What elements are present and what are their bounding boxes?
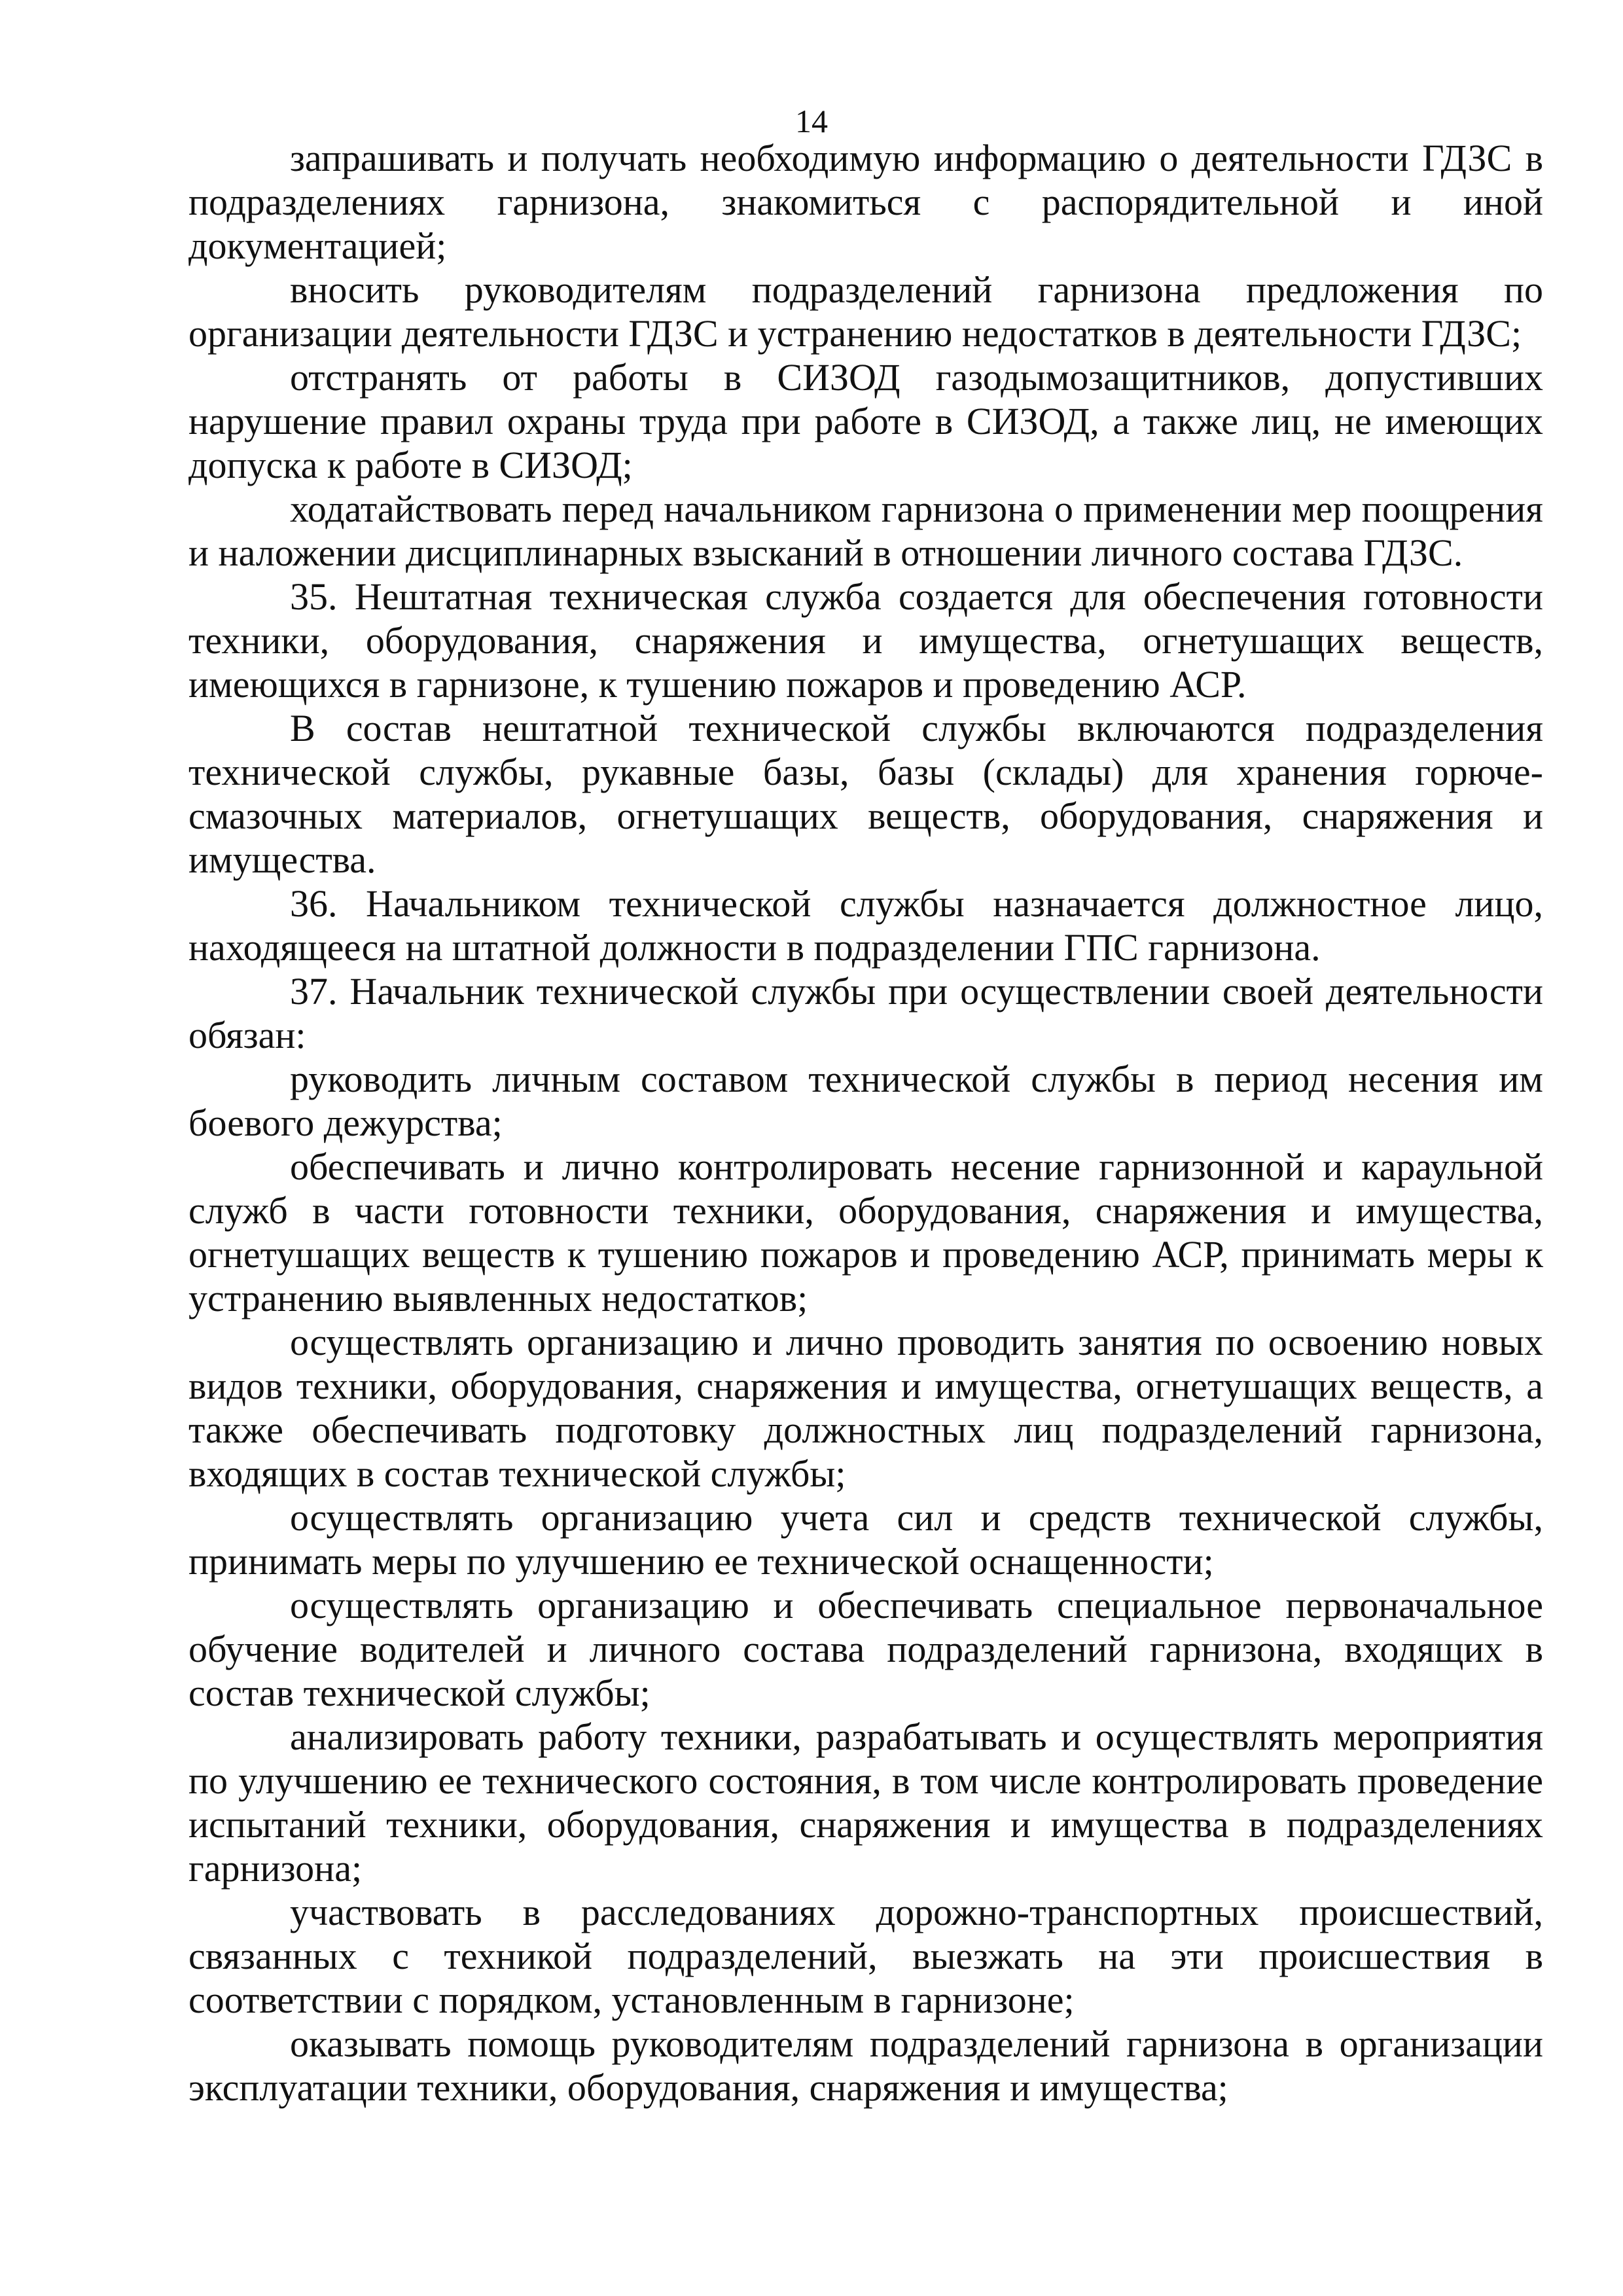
paragraph-item-36: 36. Начальником технической службы назначается должностное лицо, находящееся на штатной должности в подразделении ГПС гарнизона.	[188, 882, 1543, 969]
paragraph: обеспечивать и лично контролировать несение гарнизонной и караульной служб в части готовности техники, оборудования, снаряжения и имущества, огнетушащих веществ к тушению пожаров и проведению АСР, принимать меры к устранению выявленных недостатков;	[188, 1145, 1543, 1319]
paragraph: вносить руководителям подразделений гарнизона предложения по организации деятельности ГДЗС и устранению недостатков в деятельности ГДЗС;	[188, 268, 1543, 355]
paragraph: анализировать работу техники, разрабатывать и осуществлять мероприятия по улучшению ее технического состояния, в том числе контролировать проведение испытаний техники, оборудования, снаряжения и имущества в подразделениях гарнизона;	[188, 1715, 1543, 1890]
document-body	[188, 136, 1543, 2109]
paragraph: запрашивать и получать необходимую информацию о деятельности ГДЗС в подразделениях гарнизона, знакомиться с распорядительной и иной документацией;	[188, 137, 1543, 267]
paragraph: участвовать в расследованиях дорожно-транспортных происшествий, связанных с техникой подразделений, выезжать на эти происшествия в соответствии с порядком, установленным в гарнизоне;	[188, 1891, 1543, 2021]
page-number: 14	[795, 103, 828, 139]
paragraph: отстранять от работы в СИЗОД газодымозащитников, допустивших нарушение правил охраны труда при работе в СИЗОД, а также лиц, не имеющих допуска к работе в СИЗОД;	[188, 356, 1543, 486]
paragraph-item-35: 35. Нештатная техническая служба создается для обеспечения готовности техники, оборудования, снаряжения и имущества, огнетушащих веществ, имеющихся в гарнизоне, к тушению пожаров и проведению АСР.	[188, 575, 1543, 706]
paragraph-item-37: 37. Начальник технической службы при осуществлении своей деятельности обязан:	[188, 970, 1543, 1056]
paragraph: осуществлять организацию и обеспечивать специальное первоначальное обучение водителей и личного состава подразделений гарнизона, входящих в состав технической службы;	[188, 1584, 1543, 1714]
paragraph: ходатайствовать перед начальником гарнизона о применении мер поощрения и наложении дисциплинарных взысканий в отношении личного состава ГДЗС.	[188, 488, 1543, 574]
paragraph: руководить личным составом технической службы в период несения им боевого дежурства;	[188, 1058, 1543, 1144]
paragraph: В состав нештатной технической службы включаются подразделения технической службы, рукавные базы, базы (склады) для хранения горюче-смазочных материалов, огнетушащих веществ, оборудования, снаряжения и имущества.	[188, 707, 1543, 881]
paragraph: оказывать помощь руководителям подразделений гарнизона в организации эксплуатации техники, оборудования, снаряжения и имущества;	[188, 2022, 1543, 2109]
paragraph: осуществлять организацию учета сил и средств технической службы, принимать меры по улучшению ее технической оснащенности;	[188, 1496, 1543, 1583]
paragraph: осуществлять организацию и лично проводить занятия по освоению новых видов техники, оборудования, снаряжения и имущества, огнетушащих веществ, а также обеспечивать подготовку должностных лиц подразделений гарнизона, входящих в состав технической службы;	[188, 1321, 1543, 1495]
